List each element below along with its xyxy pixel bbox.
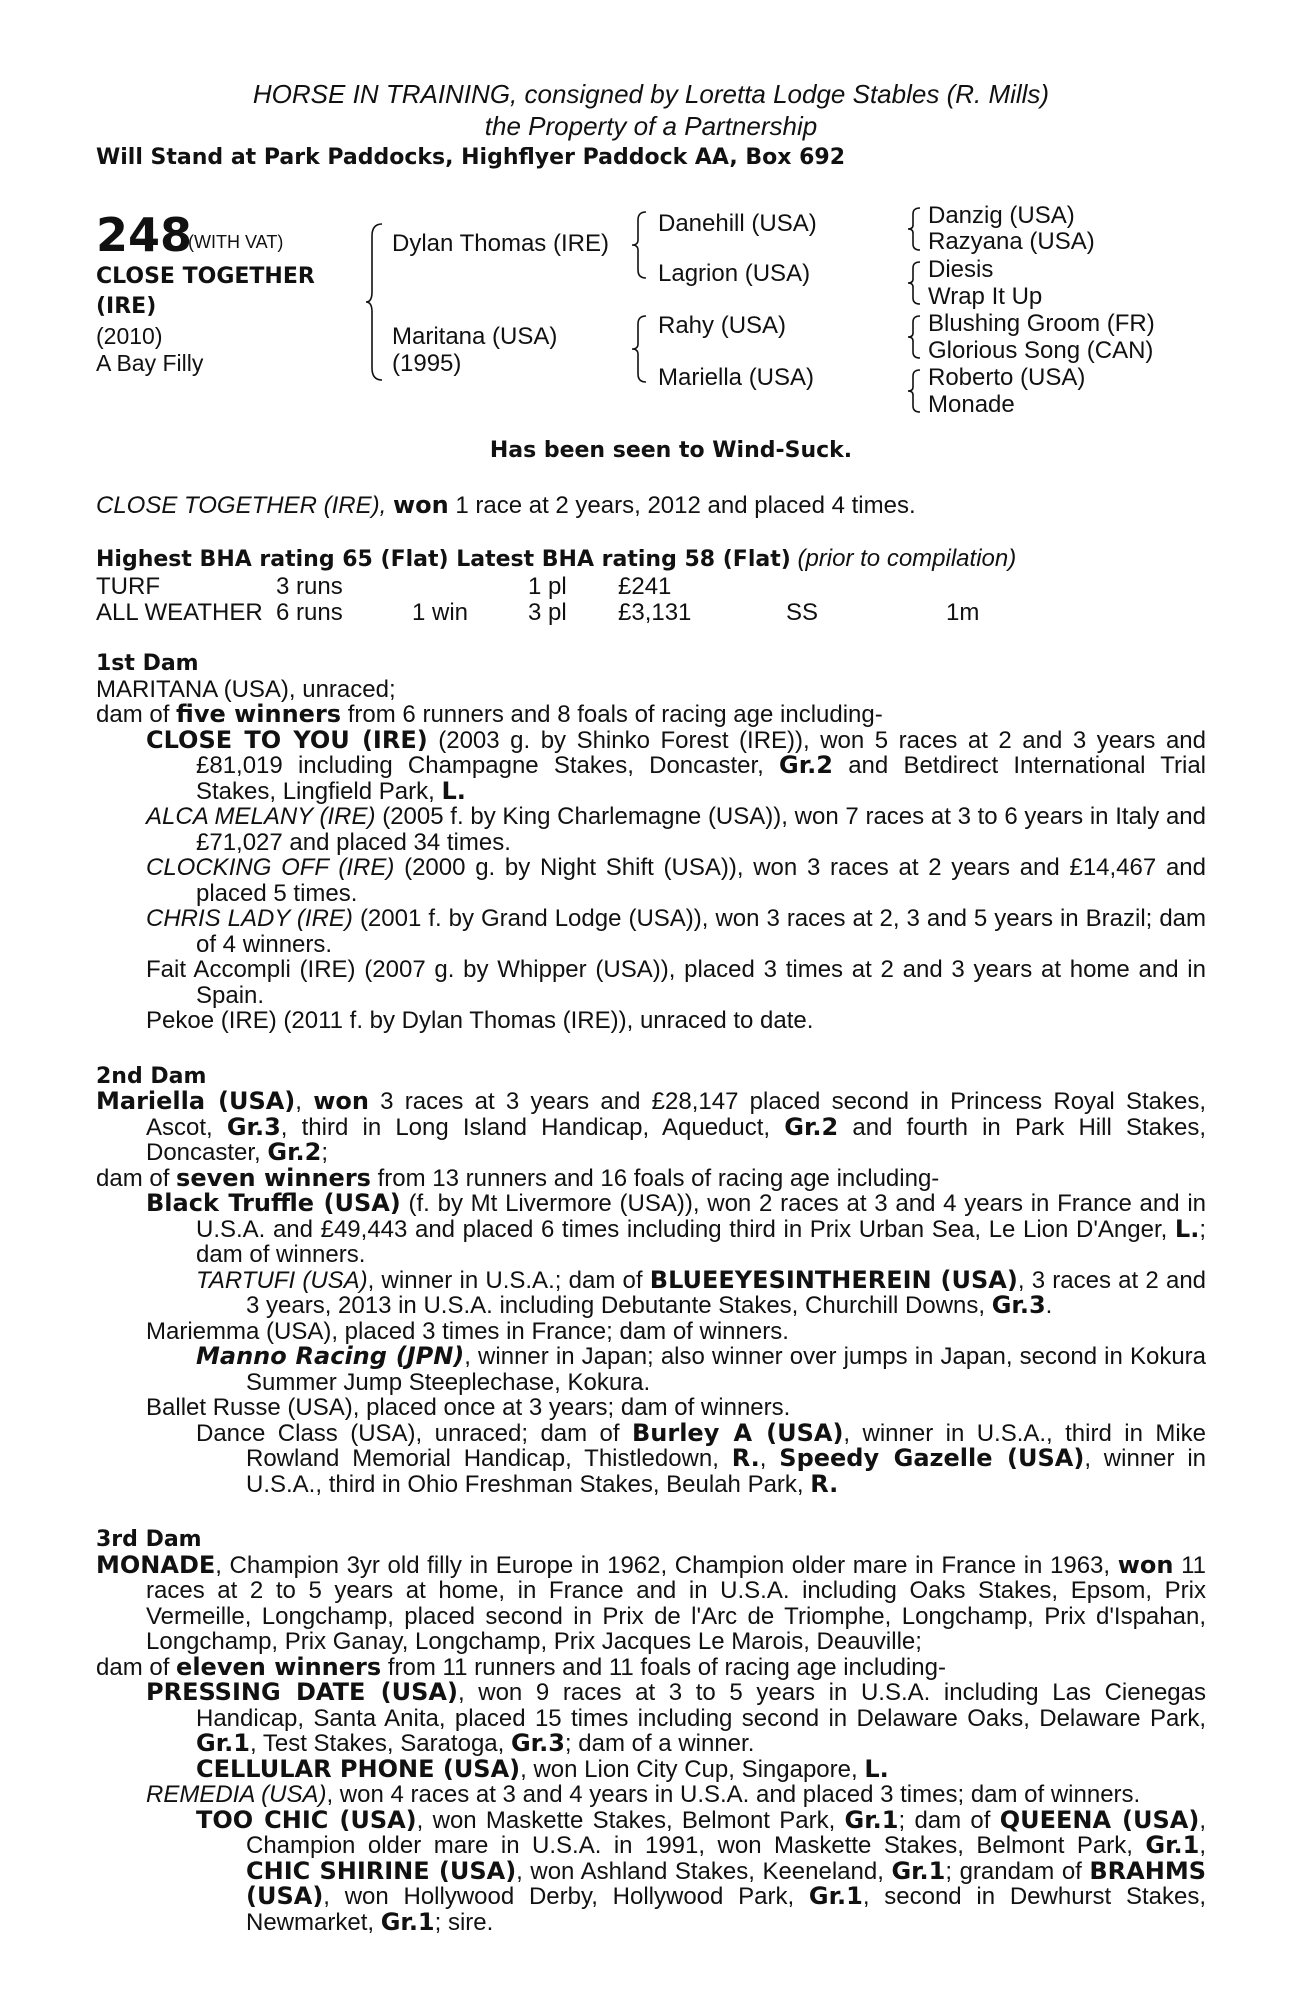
text-run: Gr.3 <box>991 1291 1046 1319</box>
text-run: , won 9 races at 3 to 5 years in U.S.A. including Las Cienegas Handicap, Santa Anita, placed 15 times including second in Delaware Oaks, Delaware Park, <box>196 1679 1206 1732</box>
bha-rating <box>96 546 1206 573</box>
text-run: and fourth in Park Hill Stakes, Doncaster, <box>146 1113 1206 1166</box>
text-run: Dance Class (USA), unraced; dam of <box>196 1419 632 1447</box>
text-run: ; <box>321 1139 329 1166</box>
text-run: eleven winners <box>176 1652 382 1681</box>
dam-year: (1995) <box>392 350 462 377</box>
ancestor-ddd: Monade <box>928 391 1015 418</box>
text-run: Gr.2 <box>779 751 833 779</box>
rating-text: Highest BHA rating 65 (Flat) Latest BHA rating 58 (Flat) <box>96 547 791 572</box>
text-run: CLOCKING OFF (IRE) <box>146 854 395 881</box>
aw-runs: 6 runs <box>276 599 343 626</box>
race-stats <box>96 573 1206 629</box>
text-run: L. <box>1174 1214 1200 1243</box>
text-run: Burley A (USA) <box>631 1418 844 1447</box>
race-summary <box>96 491 1206 520</box>
text-run: Gr.2 <box>784 1112 839 1141</box>
second-dam-line <box>96 1089 1206 1166</box>
consignor-line: HORSE IN TRAINING, consigned by Loretta Lodge Stables (R. Mills) <box>252 79 1050 109</box>
text-run: . <box>1045 1292 1053 1319</box>
sire-sire: Danehill (USA) <box>658 210 817 237</box>
produce-fait-accompli: Fait Accompli (IRE) (2007 g. by Whipper (USA)), placed 3 times at 2 and 3 years at home and in Spain. <box>146 956 1206 1009</box>
ownership-line: the Property of a Partnership <box>484 111 818 141</box>
produce-ballet-russe: Ballet Russe (USA), placed once at 3 years; dam of winners. <box>146 1394 791 1421</box>
dam-sire: Rahy (USA) <box>658 312 787 339</box>
text-run: , <box>295 1088 314 1115</box>
dam: Maritana (USA) <box>392 323 558 350</box>
third-dam-section <box>96 1527 1206 1935</box>
text-run: ; grandam of <box>945 1857 1090 1885</box>
brace-g3-3 <box>908 314 924 360</box>
text-run: dam of <box>96 1164 177 1192</box>
sire-line-brace <box>632 210 650 280</box>
produce-alca-melany <box>96 804 1206 855</box>
text-run: ; dam of a winner. <box>564 1730 755 1757</box>
produce-manno-racing <box>96 1344 1206 1395</box>
text-run: dam of <box>96 1653 177 1681</box>
text-run: , won 4 races at 3 and 4 years in U.S.A. and placed 3 times; dam of winners. <box>326 1781 1141 1808</box>
text-run: Gr.1 <box>808 1882 863 1910</box>
aw-wins: 1 win <box>412 599 469 626</box>
summary-won: won <box>392 491 449 519</box>
turf-places: 1 pl <box>528 573 567 600</box>
text-run: , <box>759 1445 780 1472</box>
produce-tartufi <box>96 1265 1207 1319</box>
text-run: , winner in Japan; also winner over jumps in Japan, second in Kokura Summer Jump Steeplechase, Kokura. <box>246 1343 1207 1396</box>
text-run: ALCA MELANY (IRE) <box>146 803 376 830</box>
aw-places: 3 pl <box>528 599 567 626</box>
ancestor-dsd: Glorious Song (CAN) <box>928 337 1154 364</box>
first-dam-heading: 1st Dam <box>96 651 199 676</box>
brace-g3-4 <box>908 368 924 414</box>
text-run: , Test Stakes, Saratoga, <box>249 1730 511 1757</box>
text-run: 3 races at 3 years and £28,147 placed second in Princess Royal Stakes, Ascot, <box>146 1088 1206 1141</box>
text-run: QUEENA (USA) <box>999 1805 1200 1834</box>
ancestor-sds: Diesis <box>928 256 994 283</box>
text-run: (2005 f. by King Charlemagne (USA)), won 7 races at 3 to 6 years in Italy and £71,027 and placed 34 times. <box>196 803 1206 856</box>
produce-black-truffle <box>96 1191 1206 1268</box>
text-run: , 3 races at 2 and 3 years, 2013 in U.S.A. including Debutante Stakes, Churchill Downs, <box>246 1266 1207 1319</box>
produce-remedia <box>96 1782 1206 1808</box>
text-run: , <box>1199 1832 1206 1859</box>
summary-rest: 1 race at 2 years, 2012 and placed 4 times. <box>455 492 916 519</box>
first-dam-produce <box>96 702 1206 728</box>
stand-location: Will Stand at Park Paddocks, Highflyer Paddock AA, Box 692 <box>96 145 846 170</box>
produce-dance-class <box>96 1418 1207 1498</box>
text-run: Gr.1 <box>844 1805 899 1834</box>
text-run: Gr.1 <box>196 1729 250 1757</box>
text-run: five winners <box>176 700 342 728</box>
produce-mariemma: Mariemma (USA), placed 3 times in France; dam of winners. <box>146 1317 789 1345</box>
text-run: R. <box>731 1444 760 1472</box>
ancestor-sss: Danzig (USA) <box>928 202 1075 229</box>
second-dam-section <box>96 1064 1206 1498</box>
second-dam-heading: 2nd Dam <box>96 1063 207 1089</box>
text-run: (2003 g. by Shinko Forest (IRE)), won 5 races at 2 and 3 years and £81,019 including Champagne Stakes, Doncaster, <box>196 726 1206 779</box>
dam-dam: Mariella (USA) <box>658 364 815 391</box>
third-dam-line <box>96 1550 1206 1655</box>
text-run: Mariella (USA) <box>96 1087 296 1115</box>
text-run: Gr.1 <box>380 1907 435 1936</box>
text-run: from 6 runners and 8 foals of racing age including- <box>341 701 883 728</box>
text-run: TOO CHIC (USA) <box>196 1805 417 1834</box>
text-run: , won Maskette Stakes, Belmont Park, <box>416 1806 845 1834</box>
text-run: Gr.1 <box>891 1856 946 1885</box>
text-run: MONADE <box>96 1550 216 1579</box>
turf-label: TURF <box>96 573 160 600</box>
text-run: (f. by Mt Livermore (USA)), won 2 races at 3 and 4 years in France and in U.S.A. and £49,443 and placed 6 times including third in Prix Urban Sea, Le Lion D'Anger, <box>196 1190 1207 1243</box>
text-run: ; dam of winners. <box>196 1215 1206 1268</box>
text-run: ; dam of <box>898 1806 1000 1834</box>
text-run: R. <box>810 1469 839 1498</box>
text-run: BRAHMS (USA) <box>246 1856 1206 1910</box>
text-run: , won Ashland Stakes, Keeneland, <box>516 1857 892 1885</box>
rating-note: (prior to compilation) <box>797 545 1017 572</box>
text-run: CHRIS LADY (IRE) <box>146 905 353 932</box>
aw-ss: SS <box>786 599 819 626</box>
text-run: PRESSING DATE (USA) <box>146 1678 458 1706</box>
foaling-year: (2010) <box>96 323 163 349</box>
text-run: L. <box>441 776 466 805</box>
produce-cellular-phone <box>96 1754 1206 1783</box>
first-dam-section <box>96 651 1206 1034</box>
text-run: Gr.1 <box>1145 1831 1200 1859</box>
text-run: L. <box>864 1754 889 1783</box>
turf-prize: £241 <box>618 573 672 600</box>
turf-runs: 3 runs <box>276 573 343 600</box>
produce-chris-lady <box>96 906 1206 957</box>
text-run: Gr.3 <box>510 1729 565 1757</box>
catalogue-page <box>96 78 1206 1935</box>
text-run: CLOSE TO YOU (IRE) <box>146 725 428 754</box>
text-run: 11 races at 2 to 5 years at home, in France and in U.S.A. including Oaks Stakes, Epsom, Prix Vermeille, Longchamp, placed second in Prix de l'Arc de Triomphe, Longchamp, Prix d'Ispahan, Longchamp, Prix Ganay, Longchamp, Prix Jacques Le Marois, Deauville; <box>146 1551 1206 1655</box>
text-run: and Betdirect International Trial Stakes, Lingfield Park, <box>196 752 1206 805</box>
pedigree-table <box>96 204 1206 454</box>
third-dam-heading: 3rd Dam <box>96 1527 202 1552</box>
horse-name-line2: (IRE) <box>96 294 157 319</box>
ancestor-dss: Blushing Groom (FR) <box>928 310 1155 337</box>
sire: Dylan Thomas (IRE) <box>392 230 609 257</box>
text-run: (2001 f. by Grand Lodge (USA)), won 3 races at 2, 3 and 5 years in Brazil; dam of 4 winners. <box>196 905 1207 958</box>
text-run: Gr.2 <box>267 1138 322 1166</box>
text-run: , winner in U.S.A., third in Mike Rowland Memorial Handicap, Thistledown, <box>246 1419 1207 1472</box>
sire-dam: Lagrion (USA) <box>658 260 811 287</box>
text-run: won <box>313 1087 369 1115</box>
text-run: , third in Long Island Handicap, Aqueduct, <box>280 1113 785 1141</box>
brace-g3-2 <box>908 260 924 306</box>
text-run: , winner in U.S.A., third in Ohio Freshman Stakes, Beulah Park, <box>246 1445 1207 1498</box>
text-run: REMEDIA (USA) <box>146 1781 327 1808</box>
aw-label: ALL WEATHER <box>96 599 263 626</box>
text-run: TARTUFI (USA) <box>196 1266 368 1294</box>
produce-close-to-you <box>96 725 1206 805</box>
text-run: from 11 runners and 11 foals of racing age including- <box>381 1653 946 1681</box>
produce-pekoe: Pekoe (IRE) (2011 f. by Dylan Thomas (IRE)), unraced to date. <box>146 1007 814 1034</box>
dam-line-brace <box>632 314 650 384</box>
text-run: , won Lion City Cup, Singapore, <box>520 1755 865 1783</box>
text-run: from 13 runners and 16 foals of racing age including- <box>370 1164 940 1192</box>
produce-too-chic <box>96 1805 1206 1936</box>
text-run: , Champion older mare in U.S.A. in 1991, won Maskette Stakes, Belmont Park, <box>246 1806 1206 1859</box>
first-dam-line: MARITANA (USA), unraced; <box>96 675 396 703</box>
text-run: won <box>1117 1550 1174 1579</box>
third-dam-produce <box>96 1652 1206 1681</box>
text-run: ; sire. <box>434 1908 494 1936</box>
horse-name <box>96 262 386 322</box>
text-run: CELLULAR PHONE (USA) <box>196 1754 521 1783</box>
text-run: (2000 g. by Night Shift (USA)), won 3 races at 2 years and £14,467 and placed 5 times. <box>196 854 1206 907</box>
horse-name-line1: CLOSE TOGETHER <box>96 264 315 289</box>
text-run: Black Truffle (USA) <box>146 1189 401 1217</box>
text-run: , won Hollywood Derby, Hollywood Park, <box>323 1883 809 1910</box>
text-run: Manno Racing (JPN) <box>196 1342 465 1370</box>
text-run: , second in Dewhurst Stakes, Newmarket, <box>246 1883 1206 1936</box>
ancestor-dds: Roberto (USA) <box>928 364 1086 391</box>
text-run: BLUEEYESINTHEREIN (USA) <box>649 1265 1018 1294</box>
produce-pressing-date <box>96 1680 1206 1757</box>
text-run: Speedy Gazelle (USA) <box>779 1444 1085 1472</box>
sire-dam-brace <box>366 222 386 382</box>
text-run: dam of <box>96 701 177 728</box>
vat-note: (WITH VAT) <box>188 232 284 252</box>
aw-distance: 1m <box>946 599 980 626</box>
ancestor-sdd: Wrap It Up <box>928 283 1043 310</box>
second-dam-produce <box>96 1163 1206 1192</box>
lot-number: 248 <box>96 208 193 262</box>
text-run: , winner in U.S.A.; dam of <box>367 1266 650 1294</box>
text-run: Gr.3 <box>226 1112 281 1141</box>
text-run: seven winners <box>176 1163 371 1192</box>
aw-prize: £3,131 <box>618 599 692 626</box>
brace-g3-1 <box>908 206 924 252</box>
horse-description: A Bay Filly <box>96 350 204 376</box>
summary-name: CLOSE TOGETHER (IRE), <box>96 492 387 519</box>
text-run: , Champion 3yr old filly in Europe in 1962, Champion older mare in France in 1963, <box>215 1551 1118 1579</box>
produce-clocking-off <box>96 855 1206 906</box>
wind-suck-note: Has been seen to Wind-Suck. <box>489 438 853 463</box>
ancestor-ssd: Razyana (USA) <box>928 228 1095 255</box>
text-run: CHIC SHIRINE (USA) <box>246 1856 517 1885</box>
